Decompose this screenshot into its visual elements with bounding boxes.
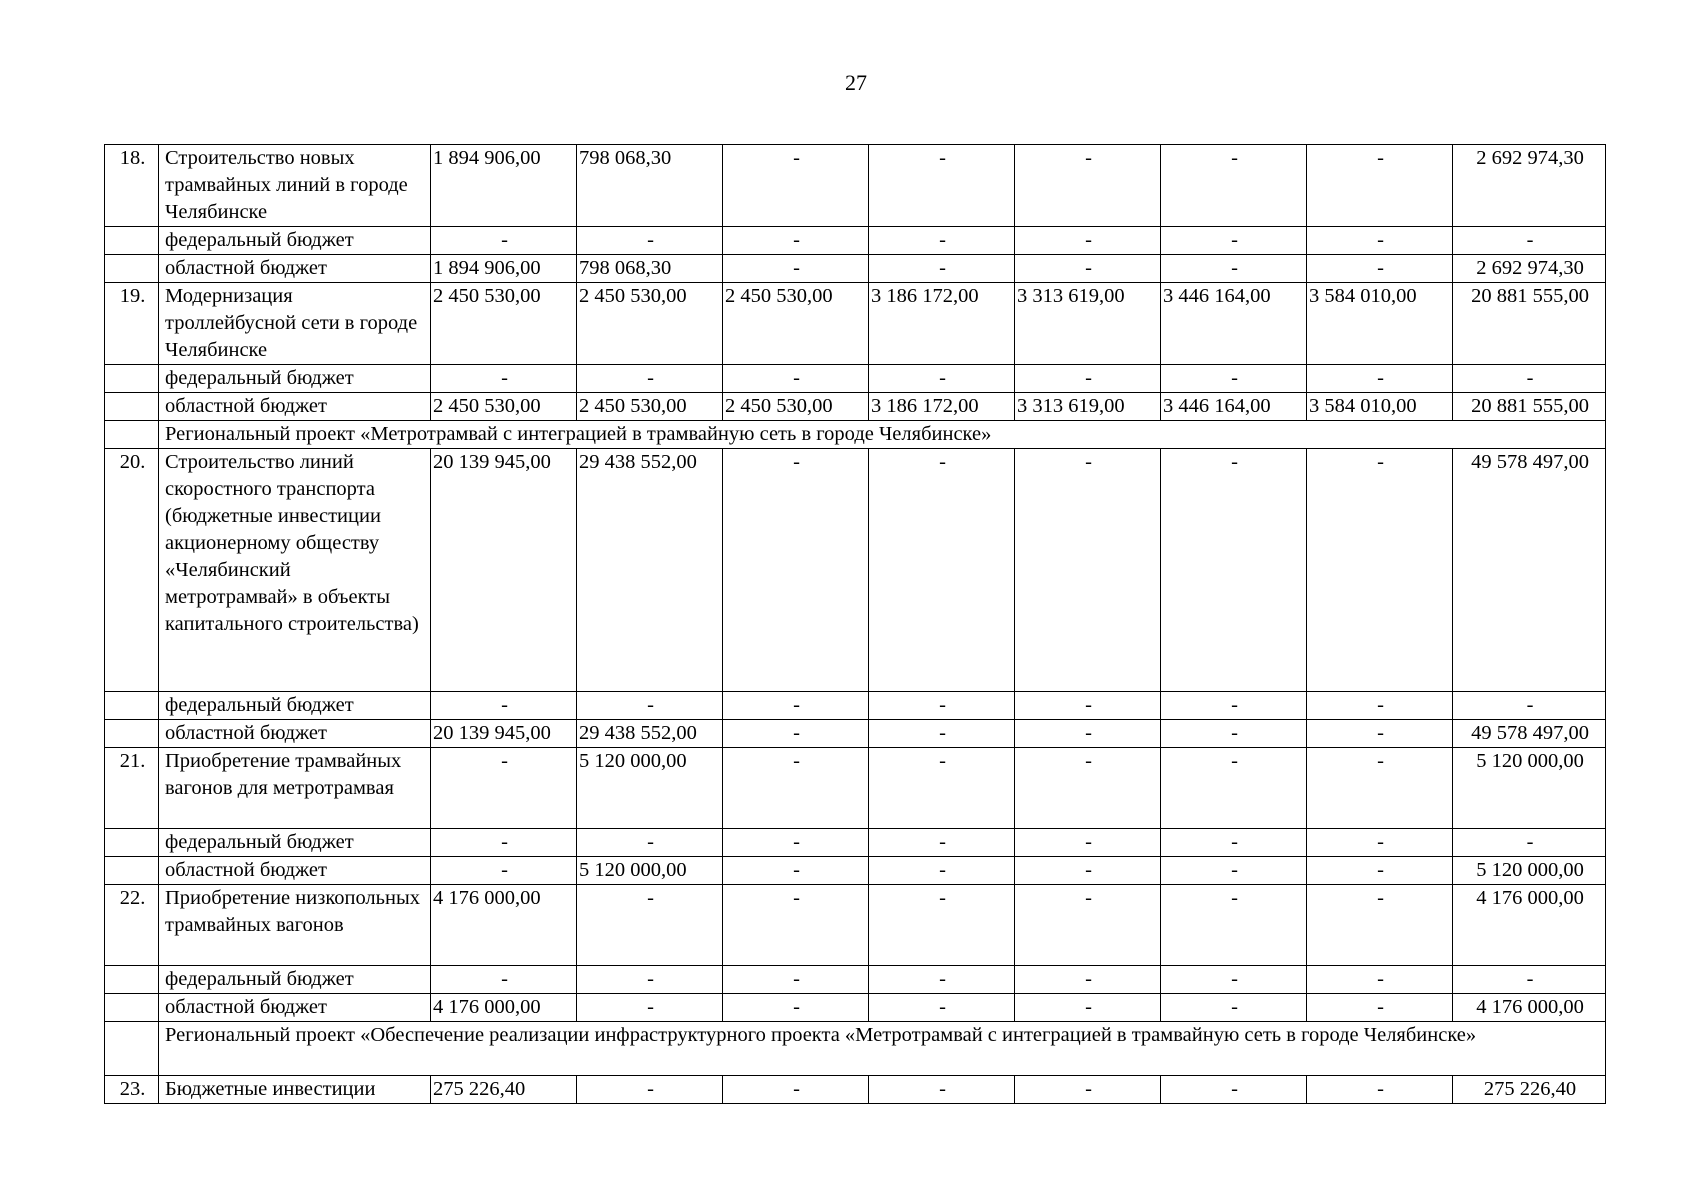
year-value-1: -: [431, 692, 577, 720]
year-value-3: -: [723, 966, 869, 994]
year-value-6: -: [1161, 829, 1307, 857]
year-value-4: -: [869, 145, 1015, 227]
budget-source-row: [105, 994, 1606, 1022]
year-value-1: 275 226,40: [431, 1076, 577, 1104]
project-title: Региональный проект «Обеспечение реализации инфраструктурного проекта «Метротрамвай с интеграцией в трамвайную сеть в городе Челябинске»: [159, 1022, 1606, 1076]
item-row: [105, 283, 1606, 365]
year-value-3: -: [723, 1076, 869, 1104]
budget-source-row: [105, 393, 1606, 421]
year-value-2: 2 450 530,00: [577, 283, 723, 365]
year-value-5: -: [1015, 255, 1161, 283]
project-header-row: [105, 1022, 1606, 1076]
row-number-cell: [105, 994, 159, 1022]
year-value-6: -: [1161, 994, 1307, 1022]
total-value: -: [1453, 365, 1606, 393]
year-value-7: -: [1307, 145, 1453, 227]
total-value: -: [1453, 227, 1606, 255]
year-value-2: -: [577, 829, 723, 857]
row-number-cell: [105, 829, 159, 857]
year-value-2: -: [577, 966, 723, 994]
year-value-3: 2 450 530,00: [723, 283, 869, 365]
year-value-4: -: [869, 966, 1015, 994]
row-number-cell: 21.: [105, 748, 159, 829]
row-number-cell: [105, 720, 159, 748]
year-value-7: -: [1307, 449, 1453, 692]
budget-source-name: федеральный бюджет: [159, 966, 431, 994]
total-value: 5 120 000,00: [1453, 748, 1606, 829]
year-value-3: -: [723, 885, 869, 966]
year-value-1: 4 176 000,00: [431, 994, 577, 1022]
year-value-5: -: [1015, 966, 1161, 994]
year-value-3: -: [723, 227, 869, 255]
total-value: 4 176 000,00: [1453, 994, 1606, 1022]
item-row: [105, 885, 1606, 966]
budget-source-name: областной бюджет: [159, 857, 431, 885]
year-value-1: 20 139 945,00: [431, 449, 577, 692]
year-value-6: -: [1161, 1076, 1307, 1104]
budget-source-name: федеральный бюджет: [159, 227, 431, 255]
year-value-5: 3 313 619,00: [1015, 393, 1161, 421]
item-row: [105, 449, 1606, 692]
year-value-1: 1 894 906,00: [431, 145, 577, 227]
item-row: [105, 1076, 1606, 1104]
year-value-6: -: [1161, 255, 1307, 283]
year-value-4: -: [869, 227, 1015, 255]
budget-source-name: областной бюджет: [159, 994, 431, 1022]
year-value-4: -: [869, 857, 1015, 885]
year-value-5: -: [1015, 1076, 1161, 1104]
year-value-7: 3 584 010,00: [1307, 283, 1453, 365]
year-value-4: -: [869, 994, 1015, 1022]
page-number: 27: [845, 70, 867, 95]
budget-source-name: областной бюджет: [159, 720, 431, 748]
year-value-7: -: [1307, 227, 1453, 255]
year-value-6: -: [1161, 966, 1307, 994]
year-value-7: -: [1307, 1076, 1453, 1104]
year-value-6: -: [1161, 720, 1307, 748]
year-value-5: 3 313 619,00: [1015, 283, 1161, 365]
year-value-2: -: [577, 227, 723, 255]
year-value-4: -: [869, 885, 1015, 966]
year-value-5: -: [1015, 885, 1161, 966]
item-name: Строительство линий скоростного транспорта (бюджетные инвестиции акционерному обществу «Челябинский метротрамвай» в объекты капитального строительства): [159, 449, 431, 692]
item-name: Приобретение трамвайных вагонов для метротрамвая: [159, 748, 431, 829]
budget-source-row: [105, 966, 1606, 994]
year-value-5: -: [1015, 994, 1161, 1022]
year-value-4: -: [869, 449, 1015, 692]
year-value-2: 29 438 552,00: [577, 449, 723, 692]
year-value-1: 2 450 530,00: [431, 393, 577, 421]
row-number-cell: 18.: [105, 145, 159, 227]
year-value-1: -: [431, 829, 577, 857]
item-name: Модернизация троллейбусной сети в городе Челябинске: [159, 283, 431, 365]
total-value: 2 692 974,30: [1453, 255, 1606, 283]
year-value-7: -: [1307, 966, 1453, 994]
year-value-5: -: [1015, 365, 1161, 393]
total-value: 49 578 497,00: [1453, 720, 1606, 748]
year-value-3: 2 450 530,00: [723, 393, 869, 421]
total-value: 2 692 974,30: [1453, 145, 1606, 227]
row-number-cell: [105, 857, 159, 885]
total-value: -: [1453, 829, 1606, 857]
budget-source-row: [105, 692, 1606, 720]
year-value-1: 1 894 906,00: [431, 255, 577, 283]
year-value-7: 3 584 010,00: [1307, 393, 1453, 421]
table-body: [105, 145, 1606, 1104]
total-value: 20 881 555,00: [1453, 283, 1606, 365]
year-value-6: -: [1161, 145, 1307, 227]
year-value-7: -: [1307, 857, 1453, 885]
year-value-6: -: [1161, 449, 1307, 692]
year-value-3: -: [723, 145, 869, 227]
year-value-1: -: [431, 857, 577, 885]
year-value-7: -: [1307, 829, 1453, 857]
budget-source-name: областной бюджет: [159, 393, 431, 421]
year-value-3: -: [723, 994, 869, 1022]
year-value-2: 798 068,30: [577, 145, 723, 227]
year-value-3: -: [723, 748, 869, 829]
project-title: Региональный проект «Метротрамвай с интеграцией в трамвайную сеть в городе Челябинске»: [159, 421, 1606, 449]
year-value-5: -: [1015, 692, 1161, 720]
budget-source-name: федеральный бюджет: [159, 692, 431, 720]
year-value-7: -: [1307, 692, 1453, 720]
year-value-3: -: [723, 255, 869, 283]
row-number-cell: [105, 421, 159, 449]
row-number-cell: 20.: [105, 449, 159, 692]
total-value: 4 176 000,00: [1453, 885, 1606, 966]
year-value-5: -: [1015, 227, 1161, 255]
year-value-6: -: [1161, 857, 1307, 885]
item-name: Бюджетные инвестиции: [159, 1076, 431, 1104]
row-number-cell: 19.: [105, 283, 159, 365]
budget-source-row: [105, 857, 1606, 885]
year-value-4: -: [869, 692, 1015, 720]
year-value-2: -: [577, 365, 723, 393]
total-value: -: [1453, 966, 1606, 994]
year-value-7: -: [1307, 748, 1453, 829]
year-value-6: 3 446 164,00: [1161, 283, 1307, 365]
row-number-cell: [105, 255, 159, 283]
year-value-1: -: [431, 748, 577, 829]
year-value-3: -: [723, 449, 869, 692]
year-value-4: -: [869, 829, 1015, 857]
row-number-cell: [105, 227, 159, 255]
year-value-1: 2 450 530,00: [431, 283, 577, 365]
year-value-2: -: [577, 1076, 723, 1104]
budget-source-row: [105, 829, 1606, 857]
budget-table: [104, 144, 1606, 1104]
year-value-3: -: [723, 692, 869, 720]
year-value-2: 798 068,30: [577, 255, 723, 283]
year-value-1: -: [431, 365, 577, 393]
budget-source-name: областной бюджет: [159, 255, 431, 283]
year-value-4: -: [869, 1076, 1015, 1104]
year-value-5: -: [1015, 145, 1161, 227]
item-name: Приобретение низкопольных трамвайных вагонов: [159, 885, 431, 966]
year-value-6: -: [1161, 692, 1307, 720]
total-value: 275 226,40: [1453, 1076, 1606, 1104]
year-value-1: -: [431, 966, 577, 994]
year-value-5: -: [1015, 720, 1161, 748]
budget-source-name: федеральный бюджет: [159, 829, 431, 857]
year-value-2: 5 120 000,00: [577, 857, 723, 885]
row-number-cell: [105, 393, 159, 421]
budget-source-row: [105, 720, 1606, 748]
row-number-cell: 23.: [105, 1076, 159, 1104]
year-value-6: -: [1161, 227, 1307, 255]
total-value: 20 881 555,00: [1453, 393, 1606, 421]
year-value-4: -: [869, 720, 1015, 748]
year-value-3: -: [723, 365, 869, 393]
year-value-3: -: [723, 720, 869, 748]
year-value-6: -: [1161, 748, 1307, 829]
item-row: [105, 145, 1606, 227]
total-value: 49 578 497,00: [1453, 449, 1606, 692]
budget-source-name: федеральный бюджет: [159, 365, 431, 393]
year-value-2: -: [577, 994, 723, 1022]
row-number-cell: [105, 1022, 159, 1076]
year-value-7: -: [1307, 365, 1453, 393]
year-value-7: -: [1307, 885, 1453, 966]
year-value-1: -: [431, 227, 577, 255]
total-value: -: [1453, 692, 1606, 720]
year-value-6: 3 446 164,00: [1161, 393, 1307, 421]
year-value-3: -: [723, 829, 869, 857]
year-value-2: 29 438 552,00: [577, 720, 723, 748]
row-number-cell: [105, 365, 159, 393]
item-row: [105, 748, 1606, 829]
year-value-4: 3 186 172,00: [869, 283, 1015, 365]
row-number-cell: 22.: [105, 885, 159, 966]
item-name: Строительство новых трамвайных линий в городе Челябинске: [159, 145, 431, 227]
budget-source-row: [105, 255, 1606, 283]
year-value-4: -: [869, 748, 1015, 829]
year-value-4: -: [869, 365, 1015, 393]
year-value-7: -: [1307, 720, 1453, 748]
year-value-5: -: [1015, 449, 1161, 692]
year-value-5: -: [1015, 748, 1161, 829]
year-value-1: 20 139 945,00: [431, 720, 577, 748]
row-number-cell: [105, 692, 159, 720]
year-value-7: -: [1307, 994, 1453, 1022]
year-value-6: -: [1161, 365, 1307, 393]
year-value-7: -: [1307, 255, 1453, 283]
year-value-6: -: [1161, 885, 1307, 966]
year-value-3: -: [723, 857, 869, 885]
year-value-2: 5 120 000,00: [577, 748, 723, 829]
row-number-cell: [105, 966, 159, 994]
budget-source-row: [105, 227, 1606, 255]
year-value-4: 3 186 172,00: [869, 393, 1015, 421]
year-value-1: 4 176 000,00: [431, 885, 577, 966]
project-header-row: [105, 421, 1606, 449]
year-value-5: -: [1015, 829, 1161, 857]
total-value: 5 120 000,00: [1453, 857, 1606, 885]
budget-source-row: [105, 365, 1606, 393]
year-value-2: 2 450 530,00: [577, 393, 723, 421]
year-value-5: -: [1015, 857, 1161, 885]
year-value-2: -: [577, 885, 723, 966]
year-value-2: -: [577, 692, 723, 720]
year-value-4: -: [869, 255, 1015, 283]
